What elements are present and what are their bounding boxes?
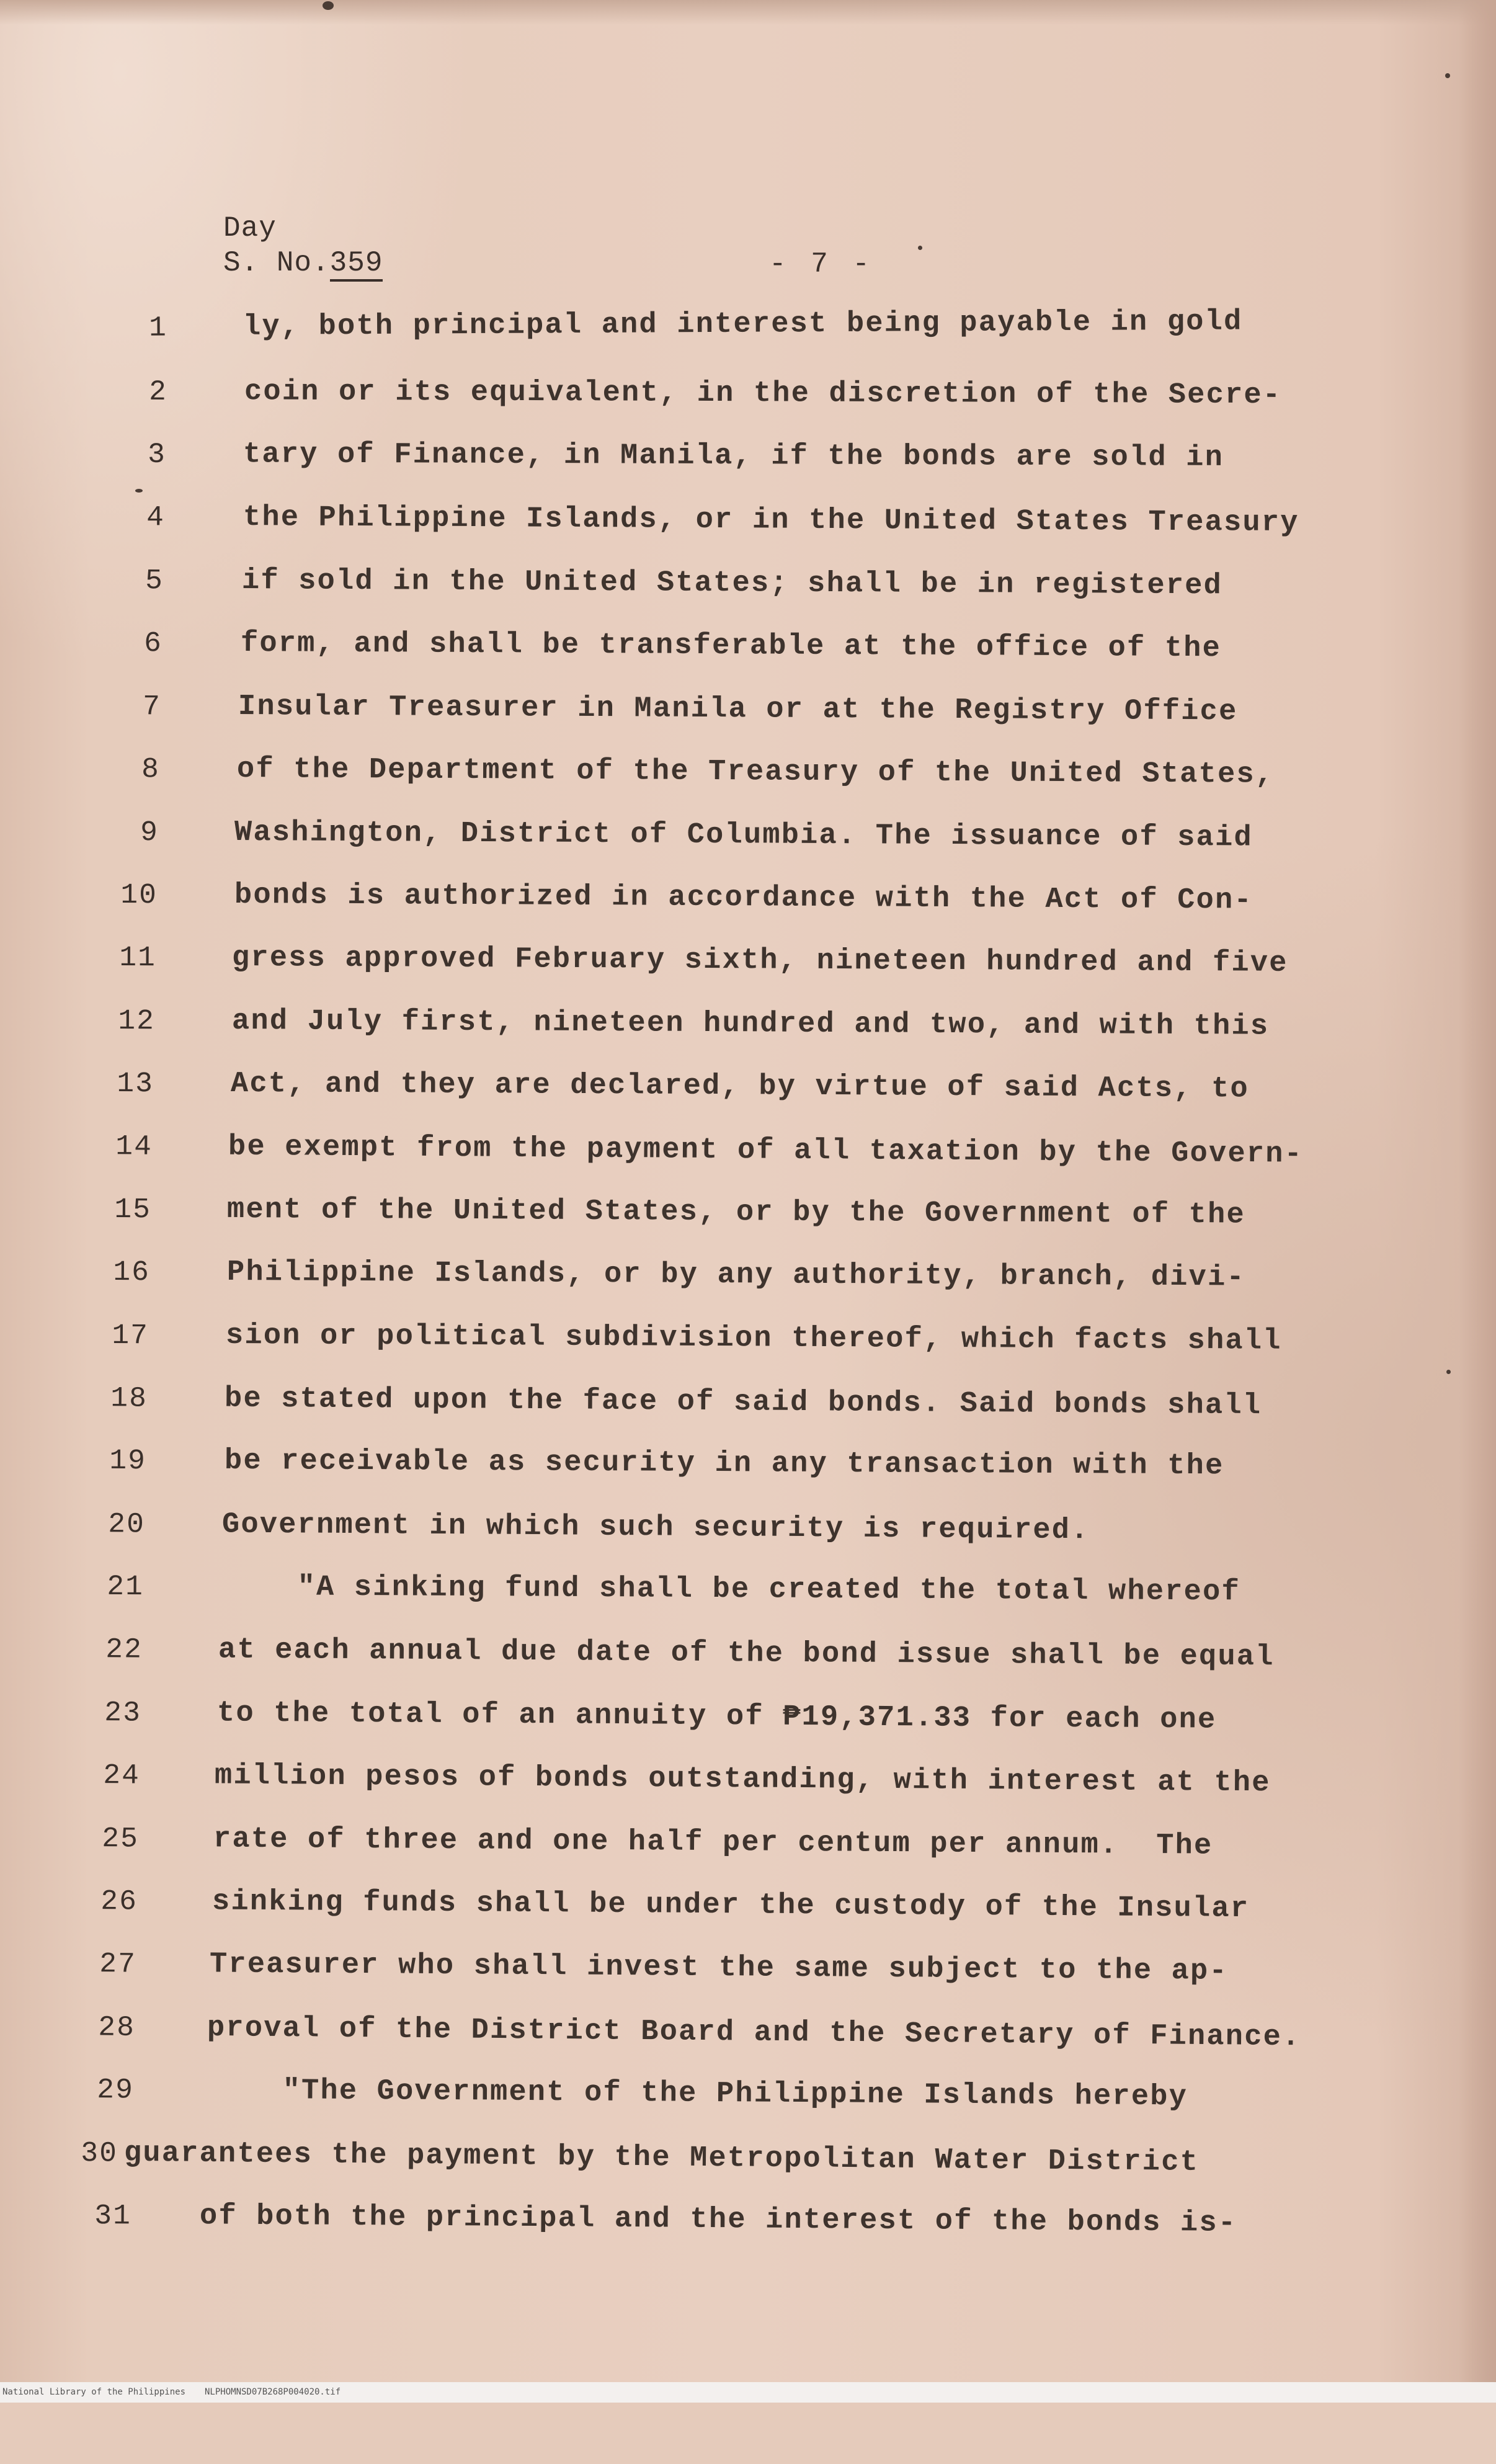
line-number: 12 bbox=[87, 1002, 155, 1040]
line-text: coin or its equivalent, in the discretion of the Secre- bbox=[244, 373, 1281, 414]
line-number: 7 bbox=[93, 688, 161, 726]
line-text: proval of the District Board and the Secretary of Finance. bbox=[207, 2010, 1301, 2056]
line-number: 27 bbox=[68, 1945, 136, 1983]
line-text: "A sinking fund shall be created the total whereof bbox=[222, 1569, 1240, 1612]
line-number: 19 bbox=[78, 1442, 146, 1480]
line-text: sion or political subdivision thereof, which facts shall bbox=[226, 1318, 1282, 1360]
line-number: 8 bbox=[92, 751, 160, 788]
line-number: 29 bbox=[66, 2071, 134, 2109]
line-text: sinking funds shall be under the custody of the Insular bbox=[212, 1883, 1250, 1928]
bill-header bbox=[223, 211, 383, 280]
line-text: of both the principal and the interest of the bonds is- bbox=[200, 2198, 1237, 2243]
line-number: 18 bbox=[79, 1380, 148, 1417]
line-text: Washington, District of Columbia. The issuance of said bbox=[234, 815, 1253, 857]
line-number: 16 bbox=[82, 1254, 150, 1292]
line-text: the Philippine Islands, or in the United States Treasury bbox=[243, 499, 1299, 542]
line-number: 28 bbox=[67, 2009, 136, 2047]
line-number: 13 bbox=[86, 1065, 154, 1103]
line-number: 17 bbox=[81, 1317, 149, 1355]
line-text: be receivable as security in any transaction with the bbox=[225, 1443, 1224, 1485]
line-number: 21 bbox=[76, 1568, 144, 1606]
line-number: 23 bbox=[73, 1694, 141, 1732]
page-number: - 7 - bbox=[769, 248, 873, 280]
paper-torn-edge bbox=[0, 0, 1496, 25]
line-number: 3 bbox=[98, 436, 166, 473]
ink-speck bbox=[1445, 73, 1450, 78]
line-text: Treasurer who shall invest the same subject to the ap- bbox=[210, 1946, 1228, 1990]
line-number: 1 bbox=[99, 310, 167, 347]
line-text: bonds is authorized in accordance with the Act of Con- bbox=[234, 877, 1253, 920]
file-id: NLPHOMNSD07B268P004020.tif bbox=[205, 2382, 341, 2403]
archive-footer bbox=[0, 2382, 1496, 2403]
line-text: ly, both principal and interest being payable in gold bbox=[243, 304, 1243, 346]
line-number: 30 bbox=[50, 2135, 118, 2172]
archive-name: National Library of the Philippines bbox=[2, 2382, 185, 2403]
line-text: form, and shall be transferable at the office of the bbox=[241, 625, 1221, 667]
line-number: 31 bbox=[63, 2197, 131, 2235]
line-number: 11 bbox=[88, 939, 156, 977]
line-number: 22 bbox=[74, 1631, 143, 1669]
line-number: 6 bbox=[94, 625, 163, 663]
line-text: of the Department of the Treasury of the United States, bbox=[237, 751, 1275, 794]
line-text: "The Government of the Philippine Islands hereby bbox=[207, 2072, 1188, 2116]
ink-speck bbox=[323, 1, 334, 10]
line-number: 26 bbox=[69, 1883, 138, 1921]
line-text: guarantees the payment by the Metropolitan Water District bbox=[124, 2135, 1200, 2182]
line-number: 4 bbox=[97, 499, 165, 537]
line-number: 24 bbox=[72, 1757, 140, 1795]
line-text: at each annual due date of the bond issue shall be equal bbox=[218, 1632, 1275, 1676]
bill-prefix: S. No. bbox=[223, 247, 330, 279]
line-text: Philippine Islands, or by any authority, branch, divi- bbox=[227, 1254, 1245, 1297]
line-text: be exempt from the payment of all taxation by the Govern- bbox=[228, 1129, 1303, 1174]
day-label: Day bbox=[223, 211, 383, 246]
line-text: million pesos of bonds outstanding, with interest at the bbox=[215, 1757, 1271, 1802]
bill-number: 359 bbox=[330, 247, 383, 282]
line-text: if sold in the United States; shall be in registered bbox=[242, 563, 1222, 605]
line-number: 10 bbox=[89, 877, 158, 914]
line-text: Government in which such security is required. bbox=[222, 1507, 1090, 1550]
line-text: to the total of an annuity of ₱19,371.33 for each one bbox=[217, 1695, 1217, 1739]
line-text: Insular Treasurer in Manila or at the Registry Office bbox=[238, 689, 1238, 731]
line-text: tary of Finance, in Manila, if the bonds are sold in bbox=[243, 436, 1224, 477]
line-text: rate of three and one half per centum per annum. The bbox=[213, 1821, 1213, 1865]
line-number: 14 bbox=[84, 1128, 153, 1166]
bill-number-line bbox=[223, 246, 383, 280]
paper-edge-shadow bbox=[1459, 0, 1496, 2403]
ink-speck bbox=[918, 246, 922, 250]
line-text: ment of the United States, or by the Government of the bbox=[227, 1192, 1245, 1234]
ink-speck bbox=[135, 489, 143, 493]
line-text: Act, and they are declared, by virtue of said Acts, to bbox=[231, 1066, 1249, 1109]
line-text: be stated upon the face of said bonds. Said bonds shall bbox=[225, 1381, 1262, 1426]
line-number: 2 bbox=[99, 373, 167, 411]
line-number: 15 bbox=[83, 1191, 151, 1229]
line-number: 20 bbox=[77, 1506, 145, 1543]
line-number: 25 bbox=[71, 1820, 139, 1858]
line-number: 5 bbox=[96, 562, 164, 600]
line-text: and July first, nineteen hundred and two, and with this bbox=[232, 1003, 1270, 1046]
ink-speck bbox=[1446, 1370, 1451, 1374]
line-text: gress approved February sixth, nineteen hundred and five bbox=[232, 940, 1288, 983]
line-number: 9 bbox=[91, 814, 159, 852]
